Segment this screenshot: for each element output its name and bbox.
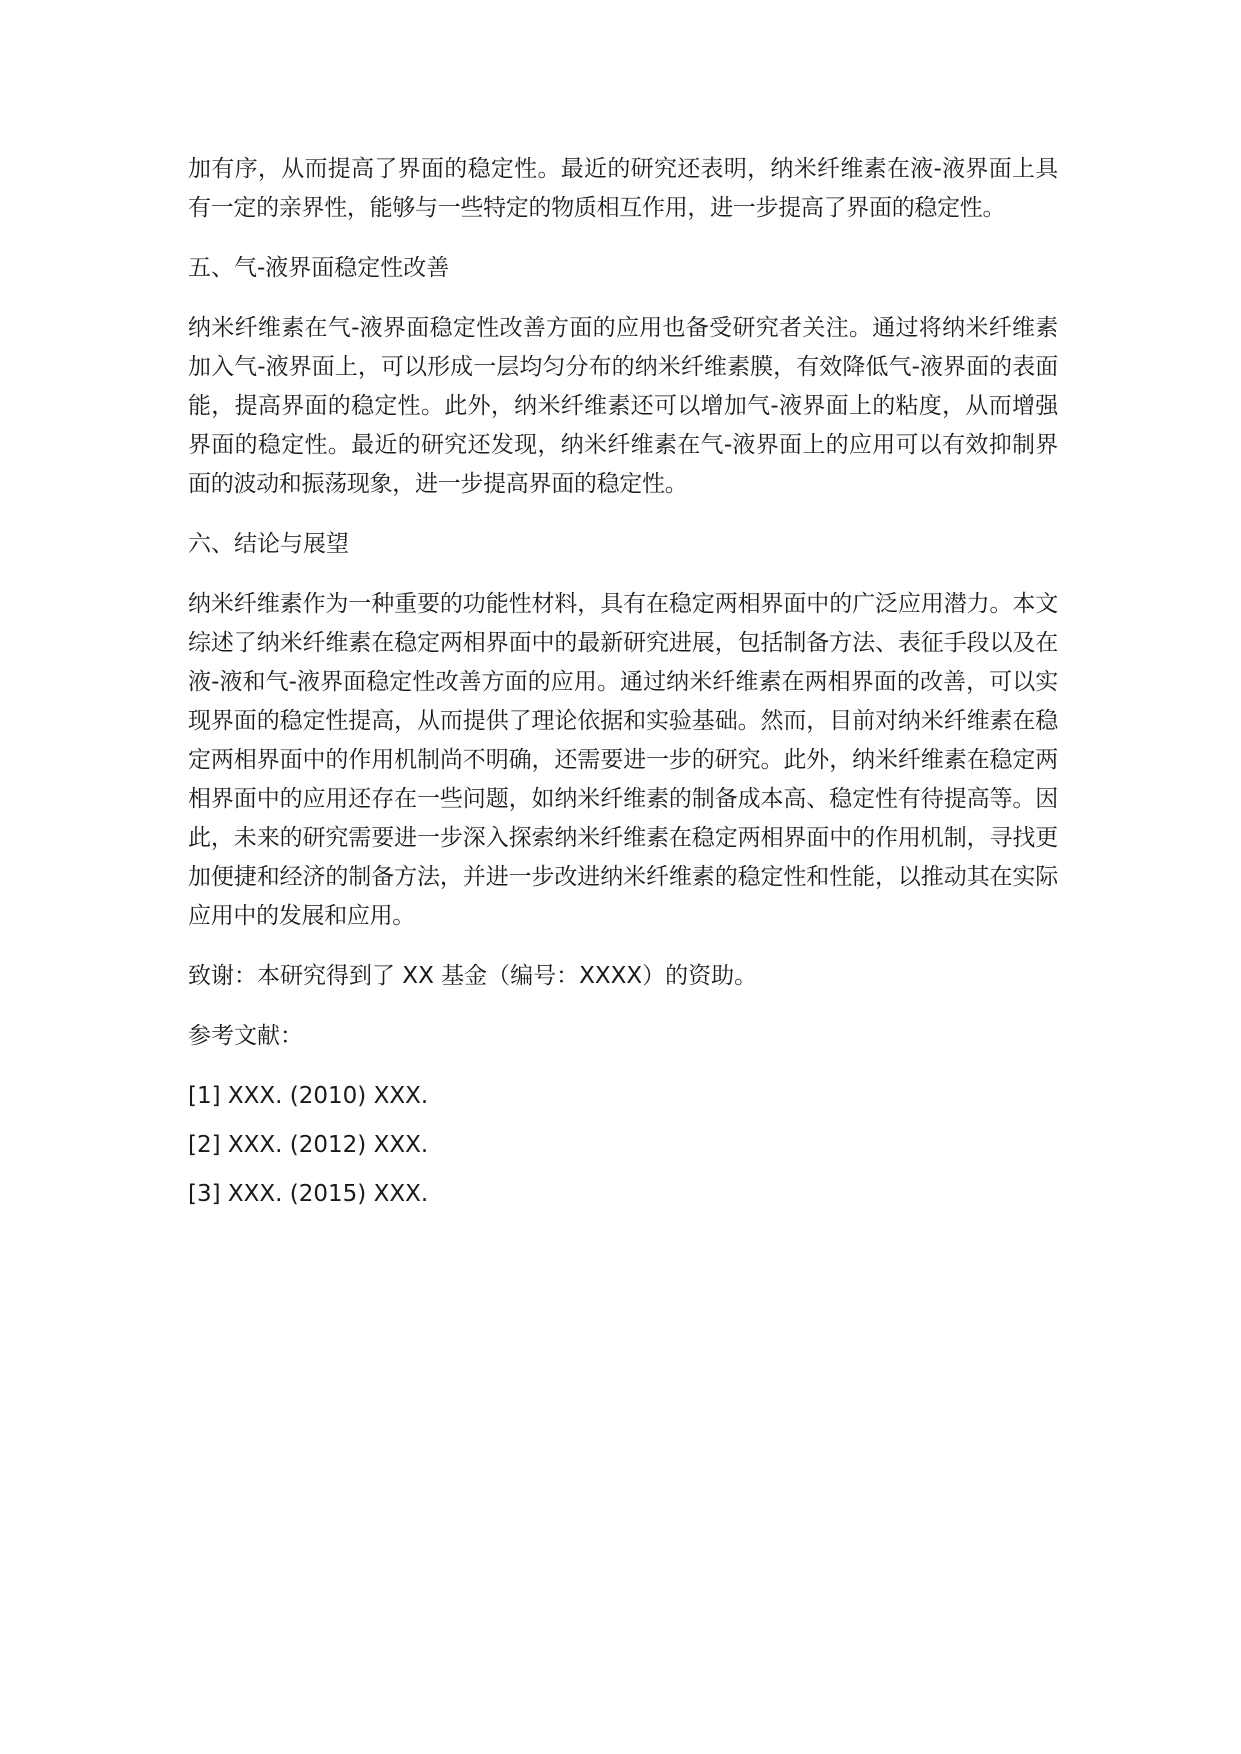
reference-item: [1] XXX. (2010) XXX. xyxy=(188,1083,429,1109)
paragraph-intro-continued: 加有序，从而提高了界面的稳定性。最近的研究还表明，纳米纤维素在液-液界面上具有一定的亲界性，能够与一些特定的物质相互作用，进一步提高了界面的稳定性。 xyxy=(188,156,1058,221)
references-list xyxy=(188,1077,1058,1214)
paragraph-conclusion: 纳米纤维素作为一种重要的功能性材料，具有在稳定两相界面中的广泛应用潜力。本文综述了纳米纤维素在稳定两相界面中的最新研究进展，包括制备方法、表征手段以及在液-液和气-液界面稳定性改善方面的应用。通过纳米纤维素在两相界面的改善，可以实现界面的稳定性提高，从而提供了理论依据和实验基础。然而，目前对纳米纤维素在稳定两相界面中的作用机制尚不明确，还需要进一步的研究。此外，纳米纤维素在稳定两相界面中的应用还存在一些问题，如纳米纤维素的制备成本高、稳定性有待提高等。因此，未来的研究需要进一步深入探索纳米纤维素在稳定两相界面中的作用机制，寻找更加便捷和经济的制备方法，并进一步改进纳米纤维素的稳定性和性能，以推动其在实际应用中的发展和应用。 xyxy=(188,591,1058,929)
document-page xyxy=(188,150,1058,1224)
section-heading-conclusion: 六、结论与展望 xyxy=(188,531,349,557)
reference-item: [2] XXX. (2012) XXX. xyxy=(188,1132,429,1158)
acknowledgement: 致谢：本研究得到了 XX 基金（编号：XXXX）的资助。 xyxy=(188,963,758,989)
reference-item: [3] XXX. (2015) XXX. xyxy=(188,1181,429,1207)
references-title: 参考文献： xyxy=(188,1023,303,1049)
section-heading-gas-liquid: 五、气-液界面稳定性改善 xyxy=(188,255,450,281)
paragraph-gas-liquid: 纳米纤维素在气-液界面稳定性改善方面的应用也备受研究者关注。通过将纳米纤维素加入气-液界面上，可以形成一层均匀分布的纳米纤维素膜，有效降低气-液界面的表面能，提高界面的稳定性。此外，纳米纤维素还可以增加气-液界面上的粘度，从而增强界面的稳定性。最近的研究还发现，纳米纤维素在气-液界面上的应用可以有效抑制界面的波动和振荡现象，进一步提高界面的稳定性。 xyxy=(188,315,1058,497)
